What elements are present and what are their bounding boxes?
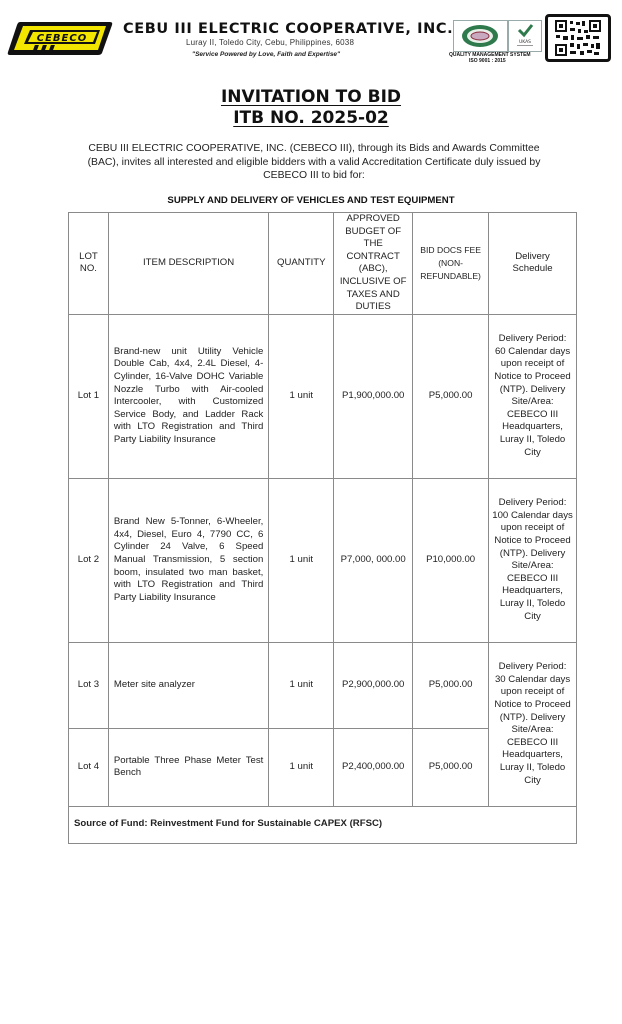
letterhead [0,0,622,72]
bid-subject: SUPPLY AND DELIVERY OF VEHICLES AND TEST EQUIPMENT [167,195,455,206]
lot-number: Lot 2 [69,478,109,642]
source-of-fund-row [69,806,577,843]
certification-label: QUALITY MANAGEMENT SYSTEM [449,52,531,58]
delivery-schedule: Delivery Period: 30 Calendar days upon receipt of Notice to Proceed (NTP). Delivery Site/Area: CEBECO III Headquarters, Luray II, Toledo City [489,642,577,806]
bid-docs-fee: P10,000.00 [413,478,489,642]
table-row [69,478,577,642]
delivery-schedule: Delivery Period: 60 Calendar days upon receipt of Notice to Proceed (NTP). Delivery Site/Area: CEBECO III Headquarters, Luray II, Toledo City [489,314,577,478]
table-row [69,314,577,478]
header-delivery-schedule: Delivery Schedule [489,213,577,315]
approved-budget: P2,400,000.00 [334,728,413,806]
organization-address: Luray II, Toledo City, Cebu, Philippines, 6038 [186,38,355,47]
organization-name: CEBU III ELECTRIC COOPERATIVE, INC. [123,21,454,37]
delivery-schedule: Delivery Period: 100 Calendar days upon receipt of Notice to Proceed (NTP). Delivery Site/Area: CEBECO III Headquarters, Luray II, Toledo City [489,478,577,642]
qr-code-icon [548,17,608,59]
table-header-row [69,213,577,315]
item-description: Portable Three Phase Meter Test Bench [108,728,268,806]
lot-number: Lot 3 [69,642,109,728]
bid-docs-fee: P5,000.00 [413,314,489,478]
approved-budget: P2,900,000.00 [334,642,413,728]
source-of-fund: Source of Fund: Reinvestment Fund for Sustainable CAPEX (RFSC) [69,806,577,843]
quantity: 1 unit [269,642,334,728]
bid-docs-fee: P5,000.00 [413,728,489,806]
document-title: INVITATION TO BID [220,87,402,107]
item-description: Meter site analyzer [108,642,268,728]
item-description: Brand-new unit Utility Vehicle Double Cab, 4x4, 2.4L Diesel, 4-Cylinder, 16-Valve DOHC Variable Nozzle Turbo with Air-cooled Intercooler, with Customized Service Body, and Ladder Rack with LTO Registration and Third Party Liability Insurance [108,314,268,478]
certification-standard: ISO 9001 : 2015 [469,58,506,64]
approved-budget: P1,900,000.00 [334,314,413,478]
ukas-check-icon [509,21,541,51]
approved-budget: P7,000, 000.00 [334,478,413,642]
header-item-description: ITEM DESCRIPTION [108,213,268,315]
itb-number: ITB NO. 2025-02 [233,108,389,128]
bid-lots-table [68,212,577,844]
header-quantity: QUANTITY [269,213,334,315]
header-lot-no: LOT NO. [69,213,109,315]
iso-certification [449,18,543,64]
item-description: Brand New 5-Tonner, 6-Wheeler, 4x4, Diesel, Euro 4, 7790 CC, 6 Cylinder 24 Valve, 6 Speed Manual Transmission, 5 section boom, insulated two man basket, with LTO Registration and Third Party Liability Insurance [108,478,268,642]
quantity: 1 unit [269,728,334,806]
svg-text:UKAS: UKAS [518,40,532,45]
ukas-seal-icon [454,21,507,51]
quantity: 1 unit [269,478,334,642]
header-abc: APPROVED BUDGET OF THE CONTRACT (ABC), INCLUSIVE OF TAXES AND DUTIES [334,213,413,315]
svg-text:CEBECO: CEBECO [36,33,88,44]
lot-number: Lot 1 [69,314,109,478]
table-row [69,642,577,728]
qr-code[interactable] [545,14,611,62]
cebeco-logo-icon [6,20,114,56]
lot-number: Lot 4 [69,728,109,806]
organization-tagline: "Service Powered by Love, Faith and Expertise" [192,51,341,58]
quantity: 1 unit [269,314,334,478]
header-bid-docs-fee: BID DOCS FEE (NON-REFUNDABLE) [413,213,489,315]
ukas-badge [508,20,542,52]
bid-docs-fee: P5,000.00 [413,642,489,728]
intro-paragraph: CEBU III ELECTRIC COOPERATIVE, INC. (CEBECO III), through its Bids and Awards Committee (BAC), invites all interested and eligible bidders with a valid Accreditation Certificate duly issued by CEBECO III to bid for: [87,143,541,182]
certification-badge [453,20,508,52]
